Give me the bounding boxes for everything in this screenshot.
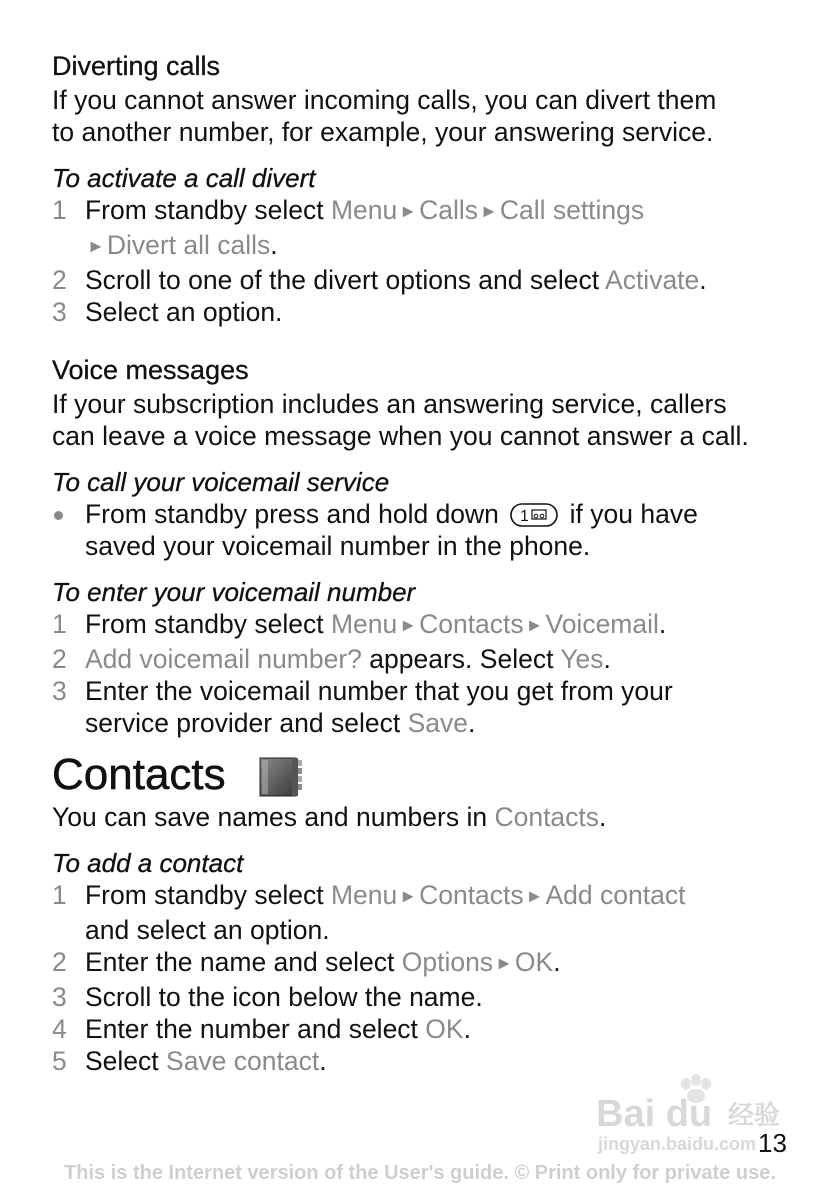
step-list: [52, 608, 812, 739]
step-list: [52, 194, 812, 328]
step-list: [52, 879, 812, 1077]
section-heading-voice: Voice messages: [52, 355, 249, 385]
menu-path-item: Call settings: [499, 195, 645, 225]
step-text: From standby press and hold down: [85, 499, 499, 529]
paragraph: [52, 801, 812, 833]
watermark-brand: Bai du: [596, 1093, 713, 1135]
step-number: 3: [52, 982, 67, 1012]
step-text: Select an option.: [85, 297, 283, 327]
bullet-list: [52, 498, 812, 562]
step-number: 4: [52, 1014, 67, 1044]
menu-path-item: Add contact: [545, 880, 686, 910]
arrow-icon: ►: [495, 953, 513, 973]
step-text: Select: [85, 1046, 167, 1076]
step-text: Scroll to one of the divert options and select: [85, 265, 606, 295]
menu-path-item: Voicemail: [545, 609, 659, 639]
step-text: From standby select: [85, 880, 331, 910]
step-number: 2: [52, 947, 67, 977]
paragraph: can leave a voice message when you cannot answer a call.: [52, 421, 749, 451]
manual-page: [52, 48, 812, 1077]
step-number: 5: [52, 1046, 67, 1076]
footer-notice: This is the Internet version of the User's guide. © Print only for private use.: [64, 1162, 776, 1184]
arrow-icon: ►: [525, 886, 544, 906]
watermark-url: jingyan.baidu.com: [598, 1134, 757, 1154]
punctuation: .: [599, 802, 607, 832]
menu-path-item: Menu: [330, 880, 398, 910]
menu-path-item: Yes: [560, 644, 604, 674]
menu-path-item: Activate: [605, 265, 700, 295]
punctuation: .: [467, 708, 476, 738]
arrow-icon: ►: [399, 886, 418, 906]
list-item: [52, 946, 812, 981]
section-heading-contacts: Contacts: [52, 750, 226, 799]
arrow-icon: ►: [525, 615, 544, 635]
punctuation: .: [270, 230, 278, 260]
punctuation: .: [319, 1046, 327, 1076]
list-item: [52, 1013, 812, 1045]
punctuation: .: [658, 609, 667, 639]
list-item: [52, 675, 812, 739]
menu-path-item: OK: [514, 947, 554, 977]
bullet-icon: [54, 511, 63, 520]
arrow-icon: ►: [399, 201, 418, 221]
list-item: [52, 264, 812, 296]
contacts-book-icon: [256, 755, 304, 799]
step-number: 1: [52, 880, 67, 910]
voicemail-key-icon: [510, 503, 558, 527]
watermark-cn: 经验: [728, 1100, 781, 1130]
list-item: [52, 981, 812, 1013]
menu-path-item: Contacts: [419, 880, 524, 910]
step-number: 2: [52, 644, 67, 674]
menu-path-item: Options: [401, 947, 494, 977]
page-number: 13: [758, 1128, 787, 1158]
step-text: Enter the voicemail number that you get from your: [85, 676, 673, 706]
menu-path-item: Save contact: [166, 1046, 320, 1076]
step-text: Enter the name and select: [85, 947, 402, 977]
step-text: From standby select: [85, 195, 331, 225]
punctuation: .: [463, 1014, 471, 1044]
arrow-icon: ►: [399, 615, 418, 635]
task-title: To add a contact: [52, 848, 244, 878]
contacts-heading-row: [52, 749, 812, 801]
menu-path-item: Contacts: [494, 802, 600, 832]
menu-path-item: OK: [425, 1014, 464, 1044]
menu-path-item: Calls: [419, 195, 478, 225]
step-number: 2: [52, 265, 67, 295]
step-text: Enter the number and select: [85, 1014, 426, 1044]
task-title: To call your voicemail service: [52, 467, 390, 497]
paragraph: to another number, for example, your answering service.: [52, 117, 714, 147]
step-number: 3: [52, 297, 67, 327]
list-item: [52, 296, 812, 328]
menu-path-item: Menu: [330, 609, 398, 639]
key-label: 1: [520, 508, 530, 525]
menu-path-item: Menu: [330, 195, 398, 225]
list-item: [52, 879, 812, 946]
step-text: appears. Select: [361, 644, 561, 674]
step-text: From standby select: [85, 609, 331, 639]
list-item: [52, 643, 812, 675]
punctuation: .: [553, 947, 561, 977]
punctuation: .: [603, 644, 611, 674]
step-number: 1: [52, 609, 67, 639]
arrow-icon: ►: [479, 201, 498, 221]
step-text: if you have: [562, 499, 698, 529]
menu-path-item: Contacts: [419, 609, 524, 639]
menu-path-item: Divert all calls: [106, 230, 271, 260]
step-number: 1: [52, 195, 67, 225]
step-text: and select an option.: [85, 915, 330, 945]
list-item: [52, 194, 812, 264]
menu-path-item: Save: [407, 708, 468, 738]
list-item: [52, 498, 812, 562]
step-text: saved your voicemail number in the phone.: [85, 531, 591, 561]
task-title: To activate a call divert: [52, 163, 316, 193]
paragraph: If your subscription includes an answering service, callers: [52, 389, 727, 419]
step-text: service provider and select: [85, 708, 408, 738]
step-text: Scroll to the icon below the name.: [85, 982, 483, 1012]
list-item: [52, 608, 812, 643]
paragraph: If you cannot answer incoming calls, you can divert them: [52, 85, 717, 115]
section-heading-diverting: Diverting calls: [52, 51, 221, 81]
arrow-icon: ►: [87, 236, 105, 256]
punctuation: .: [699, 265, 707, 295]
step-number: 3: [52, 676, 67, 706]
task-title: To enter your voicemail number: [52, 577, 416, 607]
menu-path-item: Add voicemail number?: [85, 644, 362, 674]
paragraph-text: You can save names and numbers in: [52, 802, 495, 832]
